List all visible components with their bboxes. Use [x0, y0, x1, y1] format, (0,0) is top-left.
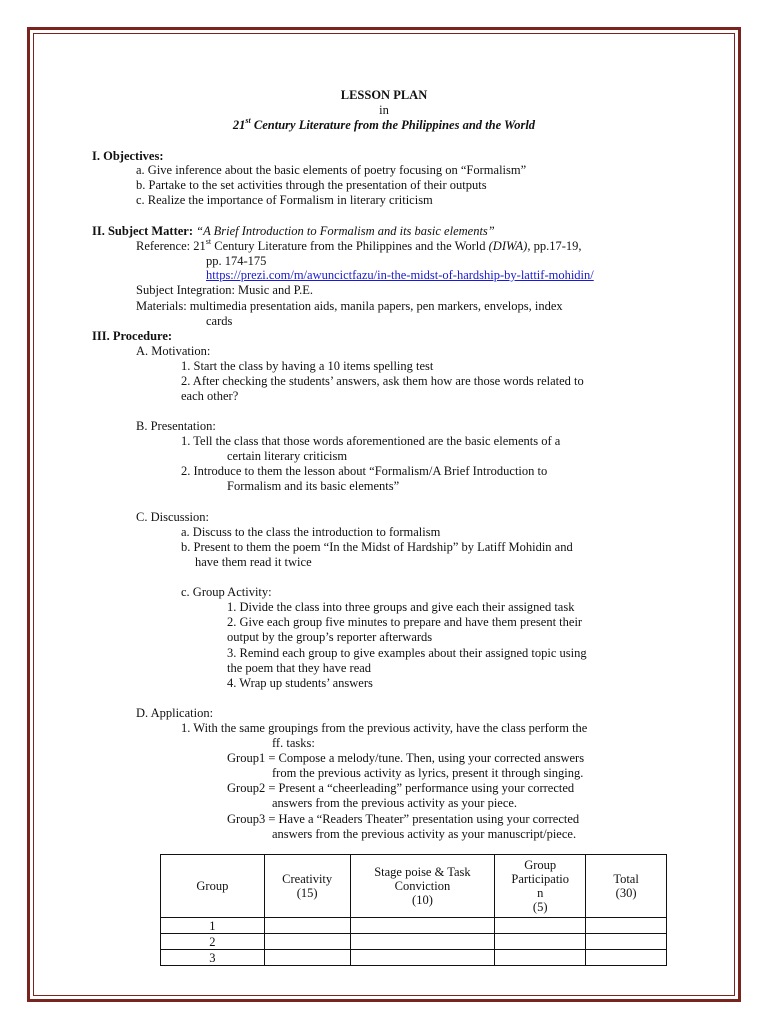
group2-task-cont: answers from the previous activity as your piece.	[272, 796, 518, 810]
rubric-header-row	[161, 855, 667, 918]
motivation-step: 2. After checking the students’ answers, ask them how are those words related to	[181, 374, 584, 388]
title-in: in	[379, 103, 389, 117]
application-step-cont: ff. tasks:	[272, 736, 315, 750]
presentation-step: 2. Introduce to them the lesson about “Formalism/A Brief Introduction to	[181, 464, 548, 478]
subject-matter-heading: II. Subject Matter:	[92, 224, 194, 238]
table-row	[161, 918, 667, 934]
discussion-step-cont: have them read it twice	[195, 555, 312, 569]
procedure-heading: III. Procedure:	[92, 329, 173, 343]
lesson-plan-title: LESSON PLAN	[340, 88, 428, 102]
group1-task: Group1 = Compose a melody/tune. Then, using your corrected answers	[227, 751, 585, 765]
discussion-step: b. Present to them the poem “In the Midst of Hardship” by Latiff Mohidin and	[181, 540, 573, 554]
motivation-step: 1. Start the class by having a 10 items spelling test	[181, 359, 434, 373]
presentation-step: 1. Tell the class that those words aforementioned are the basic elements of a	[181, 434, 561, 448]
objective-item: a. Give inference about the basic elements of poetry focusing on “Formalism”	[136, 163, 527, 177]
score-cell	[586, 934, 667, 950]
score-cell	[350, 950, 495, 966]
prezi-link[interactable]: https://prezi.com/m/awuncictfazu/in-the-midst-of-hardship-by-lattif-mohidin/	[206, 268, 594, 282]
score-cell	[264, 918, 350, 934]
header-participation: Group Participatio n (5)	[495, 855, 586, 918]
discussion-heading: C. Discussion:	[136, 510, 209, 524]
group-activity-step-cont: output by the group’s reporter afterwards	[227, 630, 433, 644]
group3-task: Group3 = Have a “Readers Theater” presentation using your corrected	[227, 812, 580, 826]
score-cell	[264, 950, 350, 966]
motivation-heading: A. Motivation:	[136, 344, 211, 358]
group-activity-step: 4. Wrap up students’ answers	[227, 676, 373, 690]
group-activity-step-cont: the poem that they have read	[227, 661, 372, 675]
discussion-step: a. Discuss to the class the introduction to formalism	[181, 525, 441, 539]
group-number: 3	[161, 950, 265, 966]
header-total: Total (30)	[586, 855, 667, 918]
group-number: 1	[161, 918, 265, 934]
group-activity-step: 1. Divide the class into three groups and give each their assigned task	[227, 600, 575, 614]
motivation-step-cont: each other?	[181, 389, 239, 403]
subject-matter-line	[92, 224, 495, 239]
reference-pages: pp. 174-175	[206, 254, 267, 268]
materials-line-cont: cards	[206, 314, 233, 328]
header-creativity: Creativity (15)	[264, 855, 350, 918]
objectives-heading: I. Objectives:	[92, 149, 164, 163]
score-cell	[586, 918, 667, 934]
score-cell	[350, 934, 495, 950]
group-activity-step: 3. Remind each group to give examples about their assigned topic using	[227, 646, 587, 660]
group3-task-cont: answers from the previous activity as your manuscript/piece.	[272, 827, 577, 841]
materials-line: Materials: multimedia presentation aids, manila papers, pen markers, envelops, index	[136, 299, 563, 313]
objective-item: c. Realize the importance of Formalism in literary criticism	[136, 193, 433, 207]
application-step: 1. With the same groupings from the previous activity, have the class perform the	[181, 721, 588, 735]
subject-integration: Subject Integration: Music and P.E.	[136, 283, 314, 297]
table-row	[161, 950, 667, 966]
score-cell	[495, 918, 586, 934]
application-heading: D. Application:	[136, 706, 214, 720]
subject-title: 21st Century Literature from the Philippines and the World	[232, 115, 536, 132]
score-cell	[586, 950, 667, 966]
reference-line: Reference: 21st Century Literature from the Philippines and the World (DIWA), pp.17-19,	[136, 236, 582, 253]
group2-task: Group2 = Present a “cheerleading” performance using your corrected	[227, 781, 575, 795]
header-group: Group	[161, 855, 265, 918]
rubric-table	[160, 854, 667, 966]
presentation-step-cont: certain literary criticism	[227, 449, 348, 463]
group1-task-cont: from the previous activity as lyrics, present it through singing.	[272, 766, 584, 780]
presentation-heading: B. Presentation:	[136, 419, 216, 433]
group-number: 2	[161, 934, 265, 950]
table-row	[161, 934, 667, 950]
score-cell	[495, 934, 586, 950]
presentation-step-cont: Formalism and its basic elements”	[227, 479, 400, 493]
objective-item: b. Partake to the set activities through the presentation of their outputs	[136, 178, 487, 192]
score-cell	[495, 950, 586, 966]
score-cell	[264, 934, 350, 950]
score-cell	[350, 918, 495, 934]
header-stage-poise: Stage poise & Task Conviction (10)	[350, 855, 495, 918]
group-activity-heading: c. Group Activity:	[181, 585, 272, 599]
subject-matter-title: “A Brief Introduction to Formalism and its basic elements”	[196, 224, 495, 238]
group-activity-step: 2. Give each group five minutes to prepare and have them present their	[227, 615, 583, 629]
